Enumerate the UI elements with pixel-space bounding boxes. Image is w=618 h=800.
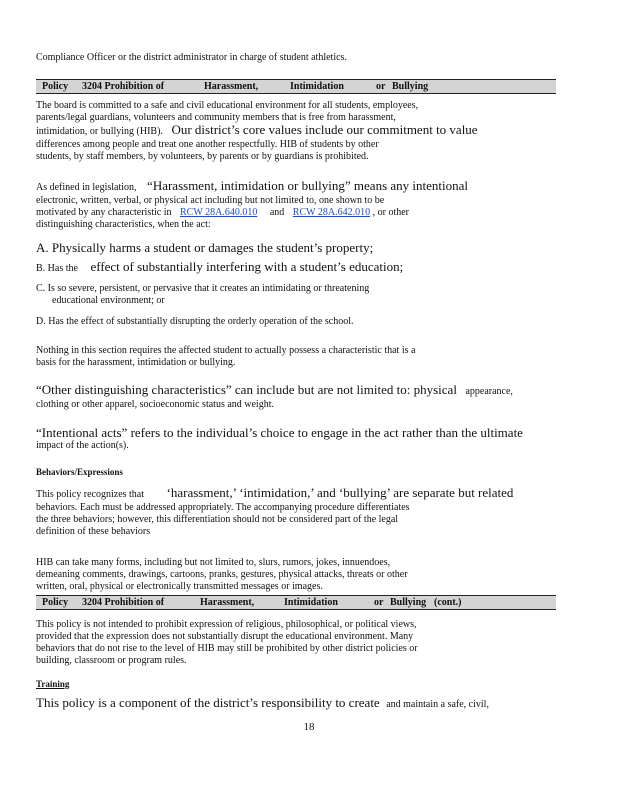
paragraph-line-large: “Intentional acts” refers to the individual’s choice to engage in the act rather than the ultimate <box>36 425 523 440</box>
list-item-c: C. Is so severe, persistent, or pervasive that it creates an intimidating or threatening <box>36 283 370 294</box>
policy-header-bar <box>36 79 556 94</box>
paragraph-text: and maintain a safe, civil, <box>386 699 489 710</box>
paragraph-line <box>36 207 556 219</box>
policy-title-word: Bullying <box>390 597 427 608</box>
paragraph-line: electronic, written, verbal, or physical act including but not limited to, one shown to be <box>36 195 385 206</box>
paragraph-line: The board is committed to a safe and civil educational environment for all students, employees, <box>36 100 419 111</box>
policy-title-word: Bullying <box>392 81 429 92</box>
paragraph-text-large: “Harassment, intimidation or bullying” means any intentional <box>147 180 469 193</box>
paragraph-text-large: “Other distinguishing characteristics” can include but are not limited to: physical <box>36 384 457 397</box>
paragraph-line <box>36 697 556 711</box>
list-text-large: effect of substantially interfering with a student’s education; <box>90 261 404 274</box>
policy-title-word: Harassment, <box>200 597 255 608</box>
section-heading: Behaviors/Expressions <box>36 467 123 477</box>
policy-title-word: Intimidation <box>290 81 344 92</box>
paragraph-line: Nothing in this section requires the affected student to actually possess a characteristic that is a <box>36 345 416 356</box>
paragraph-line: behaviors that do not rise to the level of HIB may still be prohibited by other district policies or <box>36 643 418 654</box>
list-item-a: A. Physically harms a student or damages the student’s property; <box>36 240 374 255</box>
paragraph-text: , or other <box>372 207 410 218</box>
paragraph-text: appearance, <box>465 386 513 397</box>
paragraph-text-large: Our district’s core values include our commitment to value <box>171 124 478 137</box>
list-item-b <box>36 261 556 275</box>
paragraph-line <box>36 487 556 501</box>
paragraph-text: intimidation, or bullying (HIB). <box>36 126 163 137</box>
policy-title-word: (cont.) <box>434 597 462 608</box>
policy-title-word: or <box>374 597 384 608</box>
policy-number-title: 3204 Prohibition of <box>82 597 165 608</box>
paragraph-text-large: ‘harassment,’ ‘intimidation,’ and ‘bullying’ are separate but related <box>166 487 514 500</box>
list-item-d: D. Has the effect of substantially disrupting the orderly operation of the school. <box>36 316 354 327</box>
paragraph-text: This policy recognizes that <box>36 489 145 500</box>
paragraph-text-large: This policy is a component of the district’s responsibility to create <box>36 697 380 710</box>
paragraph-text: motivated by any characteristic in <box>36 207 172 218</box>
paragraph-line: distinguishing characteristics, when the act: <box>36 219 211 230</box>
paragraph-line: behaviors. Each must be addressed appropriately. The accompanying procedure differentiates <box>36 502 410 513</box>
paragraph-line: building, classroom or program rules. <box>36 655 187 666</box>
section-heading-text: Training <box>36 679 70 689</box>
section-heading <box>36 678 556 690</box>
paragraph-line: basis for the harassment, intimidation or bullying. <box>36 357 236 368</box>
paragraph-line: the three behaviors; however, this differentiation should not be considered part of the legal <box>36 514 399 525</box>
paragraph-text: and <box>269 207 285 218</box>
paragraph-text: As defined in legislation, <box>36 182 137 193</box>
intro-line: Compliance Officer or the district administrator in charge of student athletics. <box>36 52 347 63</box>
list-item-c-cont: educational environment; or <box>52 295 165 306</box>
paragraph-line <box>36 384 556 398</box>
paragraph-line <box>36 124 556 138</box>
paragraph-line: definition of these behaviors <box>36 526 151 537</box>
rcw-link[interactable]: RCW 28A.642.010 <box>292 207 371 218</box>
paragraph-line: demeaning comments, drawings, cartoons, pranks, gestures, physical attacks, threats or other <box>36 569 408 580</box>
paragraph-line: parents/legal guardians, volunteers and community members that is free from harassment, <box>36 112 396 123</box>
paragraph-line: clothing or other apparel, socioeconomic status and weight. <box>36 399 274 410</box>
paragraph-line: students, by staff members, by volunteers, by parents or by guardians is prohibited. <box>36 151 369 162</box>
rcw-link[interactable]: RCW 28A.640.010 <box>180 207 258 218</box>
policy-title-word: or <box>376 81 386 92</box>
paragraph-line: impact of the action(s). <box>36 440 129 451</box>
policy-header-bar <box>36 595 556 610</box>
paragraph-line: HIB can take many forms, including but not limited to, slurs, rumors, jokes, innuendoes, <box>36 557 391 568</box>
policy-label: Policy <box>42 81 69 92</box>
paragraph-line: differences among people and treat one another respectfully. HIB of students by other <box>36 139 379 150</box>
list-marker: B. Has the <box>36 263 78 274</box>
policy-number-title: 3204 Prohibition of <box>82 81 165 92</box>
policy-title-word: Harassment, <box>204 81 259 92</box>
page-number: 18 <box>303 721 315 733</box>
policy-label: Policy <box>42 597 69 608</box>
paragraph-line: provided that the expression does not substantially disrupt the educational environment. Many <box>36 631 414 642</box>
policy-title-word: Intimidation <box>284 597 338 608</box>
paragraph-line: written, oral, physical or electronically transmitted messages or images. <box>36 581 323 592</box>
paragraph-line <box>36 180 556 194</box>
paragraph-line: This policy is not intended to prohibit expression of religious, philosophical, or political views, <box>36 619 417 630</box>
